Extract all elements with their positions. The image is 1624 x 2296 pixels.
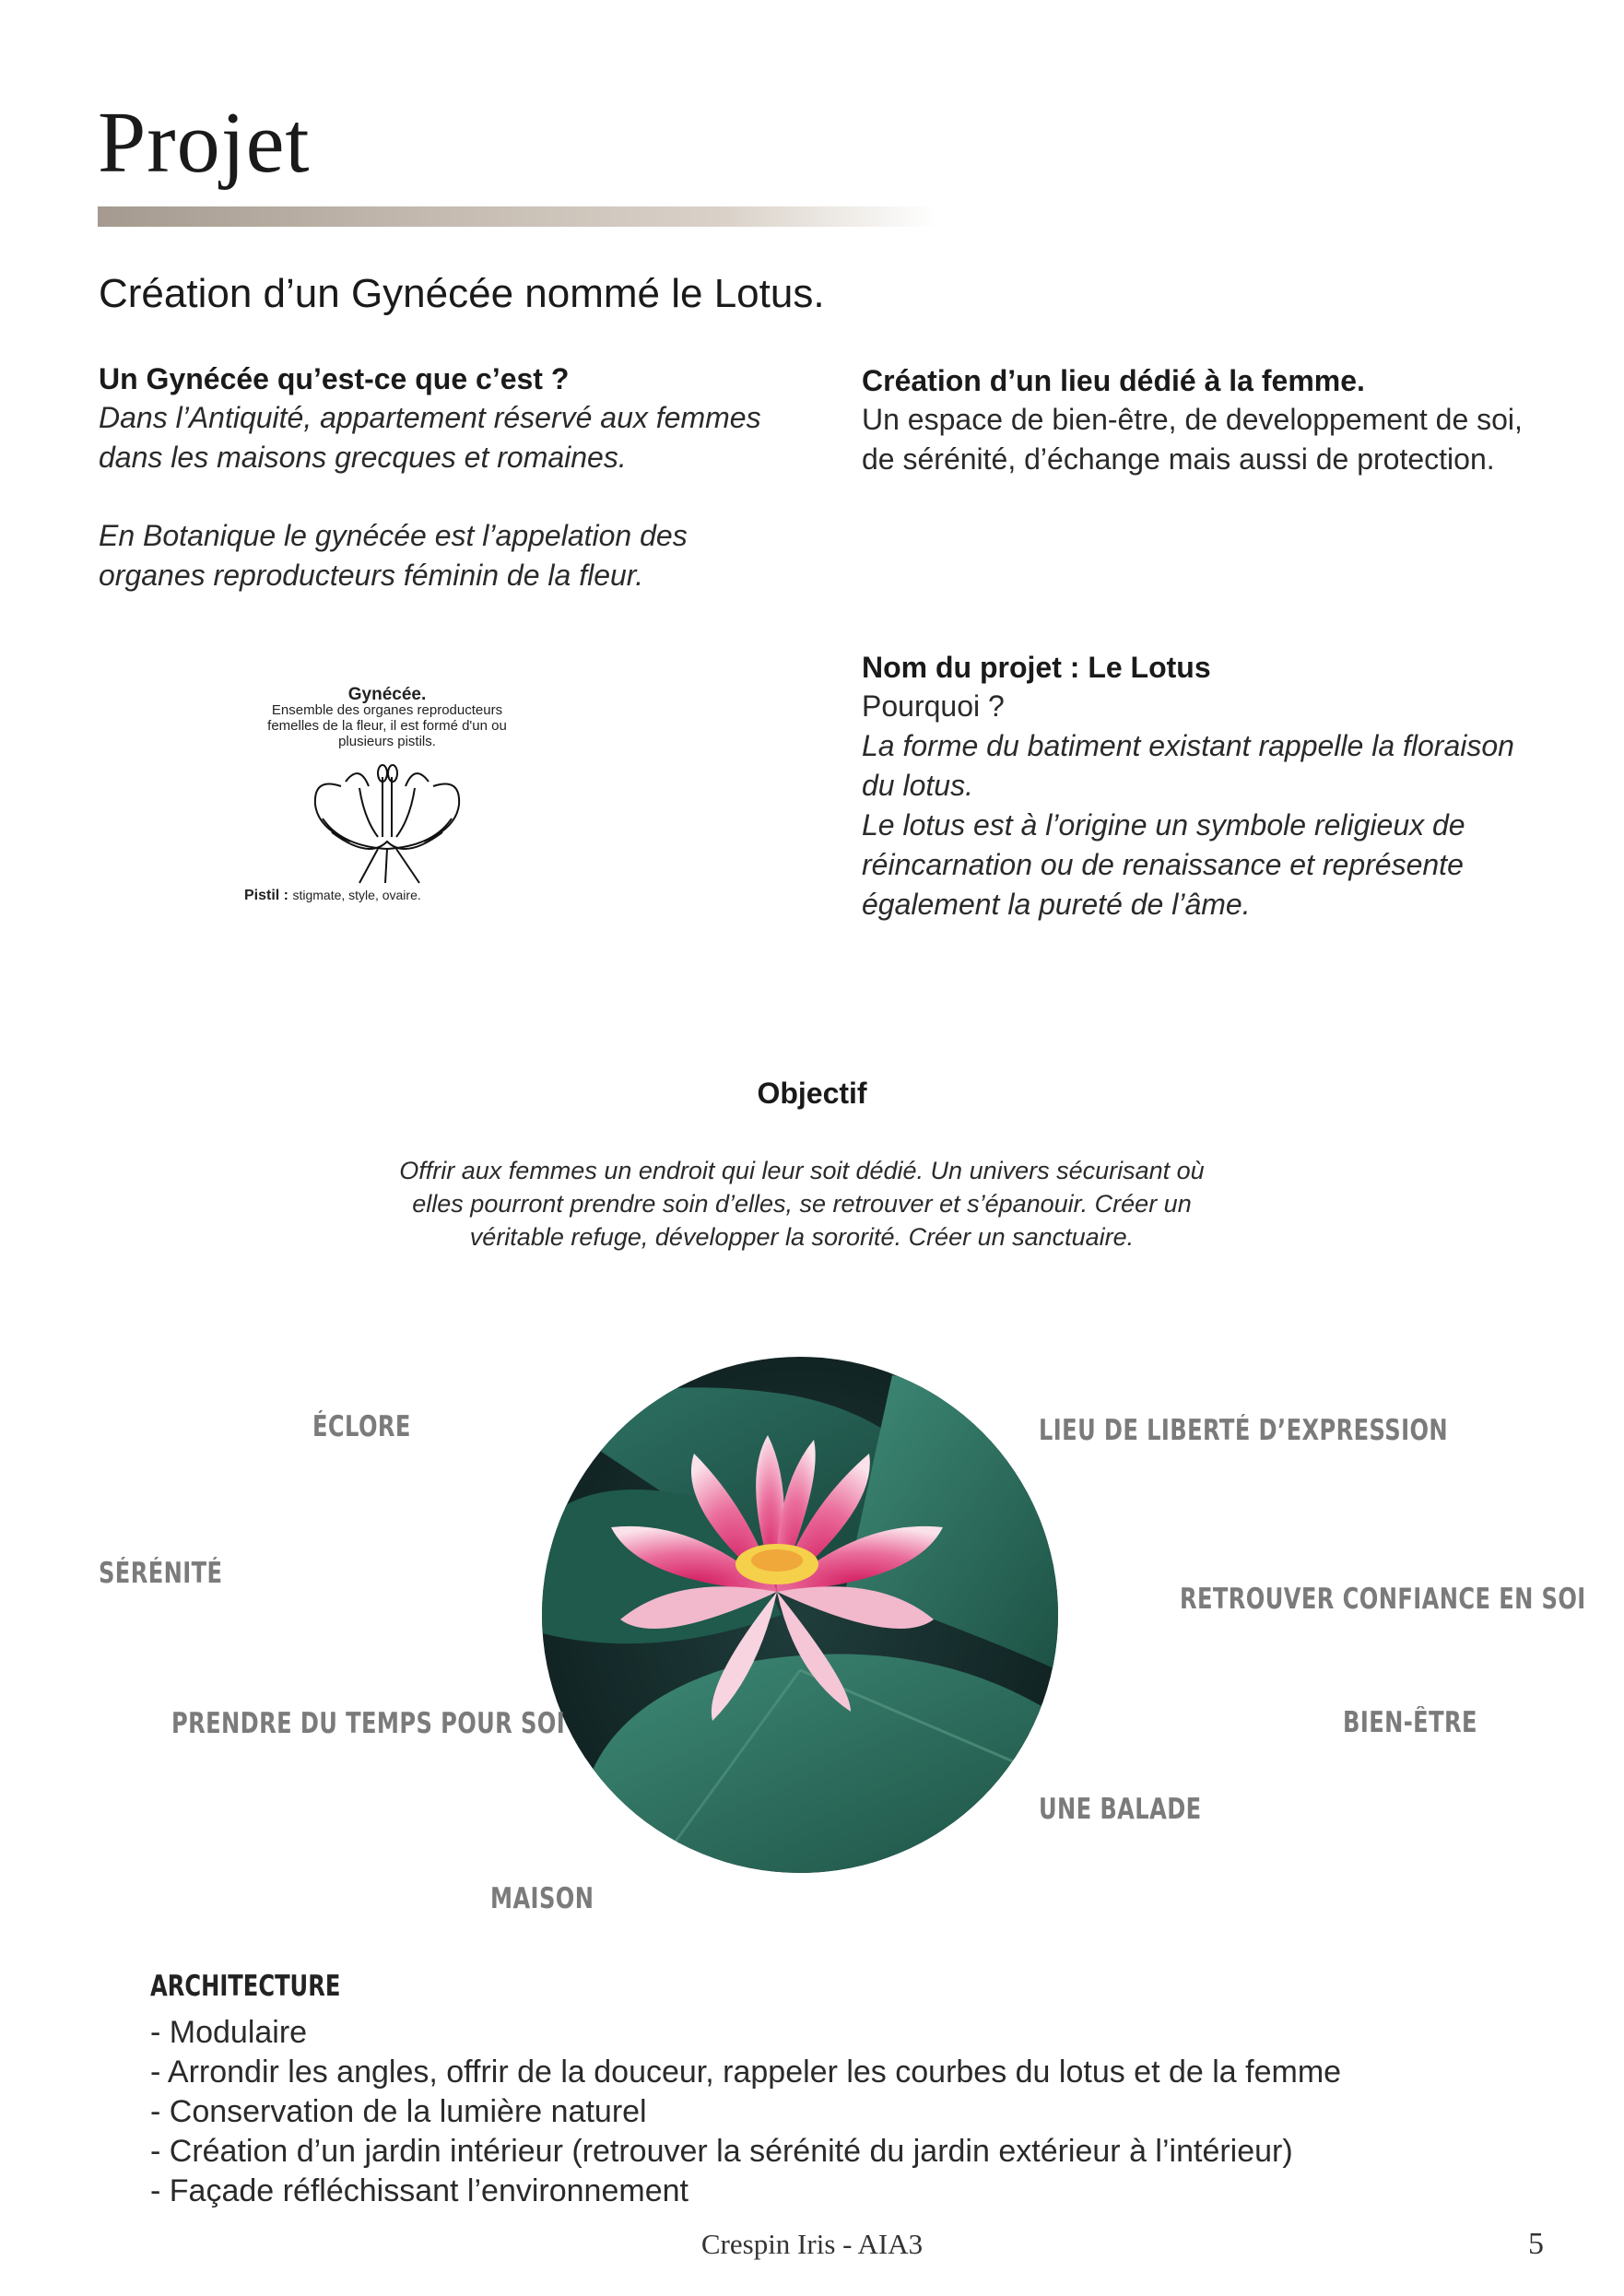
pistil-parts: stigmate, style, ovaire. bbox=[292, 888, 421, 902]
diagram-title: Gynécée. bbox=[347, 685, 427, 704]
page-number: 5 bbox=[1528, 2227, 1544, 2261]
diagram-caption: Ensemble des organes reproducteurs femelles de la fleur, il est formé d'un ou plusieurs pistils. bbox=[267, 702, 507, 749]
architecture-list bbox=[150, 2013, 1341, 2211]
keyword-bien-etre: BIEN-ÊTRE bbox=[1343, 1706, 1477, 1739]
project-answer-2: Le lotus est à l’origine un symbole religieux de réincarnation ou de renaissance et représente également la pureté de l’âme. bbox=[862, 808, 1465, 921]
architecture-item: - Modulaire bbox=[150, 2015, 308, 2050]
pistil-label: Pistil : bbox=[244, 888, 289, 903]
pistil-legend bbox=[230, 888, 544, 903]
keyword-une-balade: UNE BALADE bbox=[1039, 1793, 1202, 1826]
lotus-image bbox=[542, 1357, 1058, 1873]
pistil-illustration bbox=[230, 749, 544, 888]
architecture-item: - Création d’un jardin intérieur (retrouver la sérénité du jardin extérieur à l’intérieur) bbox=[150, 2134, 1293, 2169]
architecture-item: - Conservation de la lumière naturel bbox=[150, 2094, 647, 2129]
left-column bbox=[99, 359, 854, 595]
objective-text: Offrir aux femmes un endroit qui leur soit dédié. Un univers sécurisant où elles pourront prendre soin d’elles, se retrouver et s’épanouir. Créer un véritable refuge, développer la sororité. Créer un sanctuaire. bbox=[399, 1157, 1205, 1251]
project-answer-1: La forme du batiment existant rappelle la floraison du lotus. bbox=[862, 729, 1514, 802]
gynecee-botany: En Botanique le gynécée est l’appelation des organes reproducteurs féminin de la fleur. bbox=[99, 519, 688, 592]
keyword-eclore: ÉCLORE bbox=[312, 1410, 411, 1443]
architecture-item: - Façade réfléchissant l’environnement bbox=[150, 2173, 688, 2208]
project-question: Pourquoi ? bbox=[862, 689, 1005, 723]
lotus-photo bbox=[542, 1357, 1058, 1873]
keyword-confiance-en-soi: RETROUVER CONFIANCE EN SOI bbox=[1180, 1583, 1586, 1616]
lieu-heading: Création d’un lieu dédié à la femme. bbox=[862, 364, 1365, 397]
title-underline-bar bbox=[98, 206, 936, 227]
right-column bbox=[862, 361, 1525, 479]
gynecee-diagram bbox=[230, 687, 544, 931]
keyword-liberte-expression: LIEU DE LIBERTÉ D’EXPRESSION bbox=[1039, 1414, 1449, 1447]
keyword-serenite: SÉRÉNITÉ bbox=[99, 1557, 223, 1590]
keyword-maison: MAISON bbox=[490, 1882, 594, 1915]
keyword-prendre-du-temps: PRENDRE DU TEMPS POUR SOI bbox=[171, 1707, 566, 1740]
page-subtitle: Création d’un Gynécée nommé le Lotus. bbox=[99, 271, 825, 316]
project-name-section bbox=[862, 648, 1562, 924]
architecture-title: ARCHITECTURE bbox=[150, 1970, 341, 2003]
footer-author: Crespin Iris - AIA3 bbox=[700, 2228, 924, 2260]
project-name-heading: Nom du projet : Le Lotus bbox=[862, 651, 1211, 684]
objective-title: Objectif bbox=[757, 1077, 867, 1110]
gynecee-heading: Un Gynécée qu’est-ce que c’est ? bbox=[99, 362, 570, 395]
gynecee-definition: Dans l’Antiquité, appartement réservé aux femmes dans les maisons grecques et romaines. bbox=[99, 401, 761, 474]
page-title: Projet bbox=[98, 95, 311, 191]
architecture-item: - Arrondir les angles, offrir de la douceur, rappeler les courbes du lotus et de la femme bbox=[150, 2055, 1342, 2090]
lieu-text: Un espace de bien-être, de developpement de soi, de sérénité, d’échange mais aussi de protection. bbox=[862, 403, 1523, 476]
